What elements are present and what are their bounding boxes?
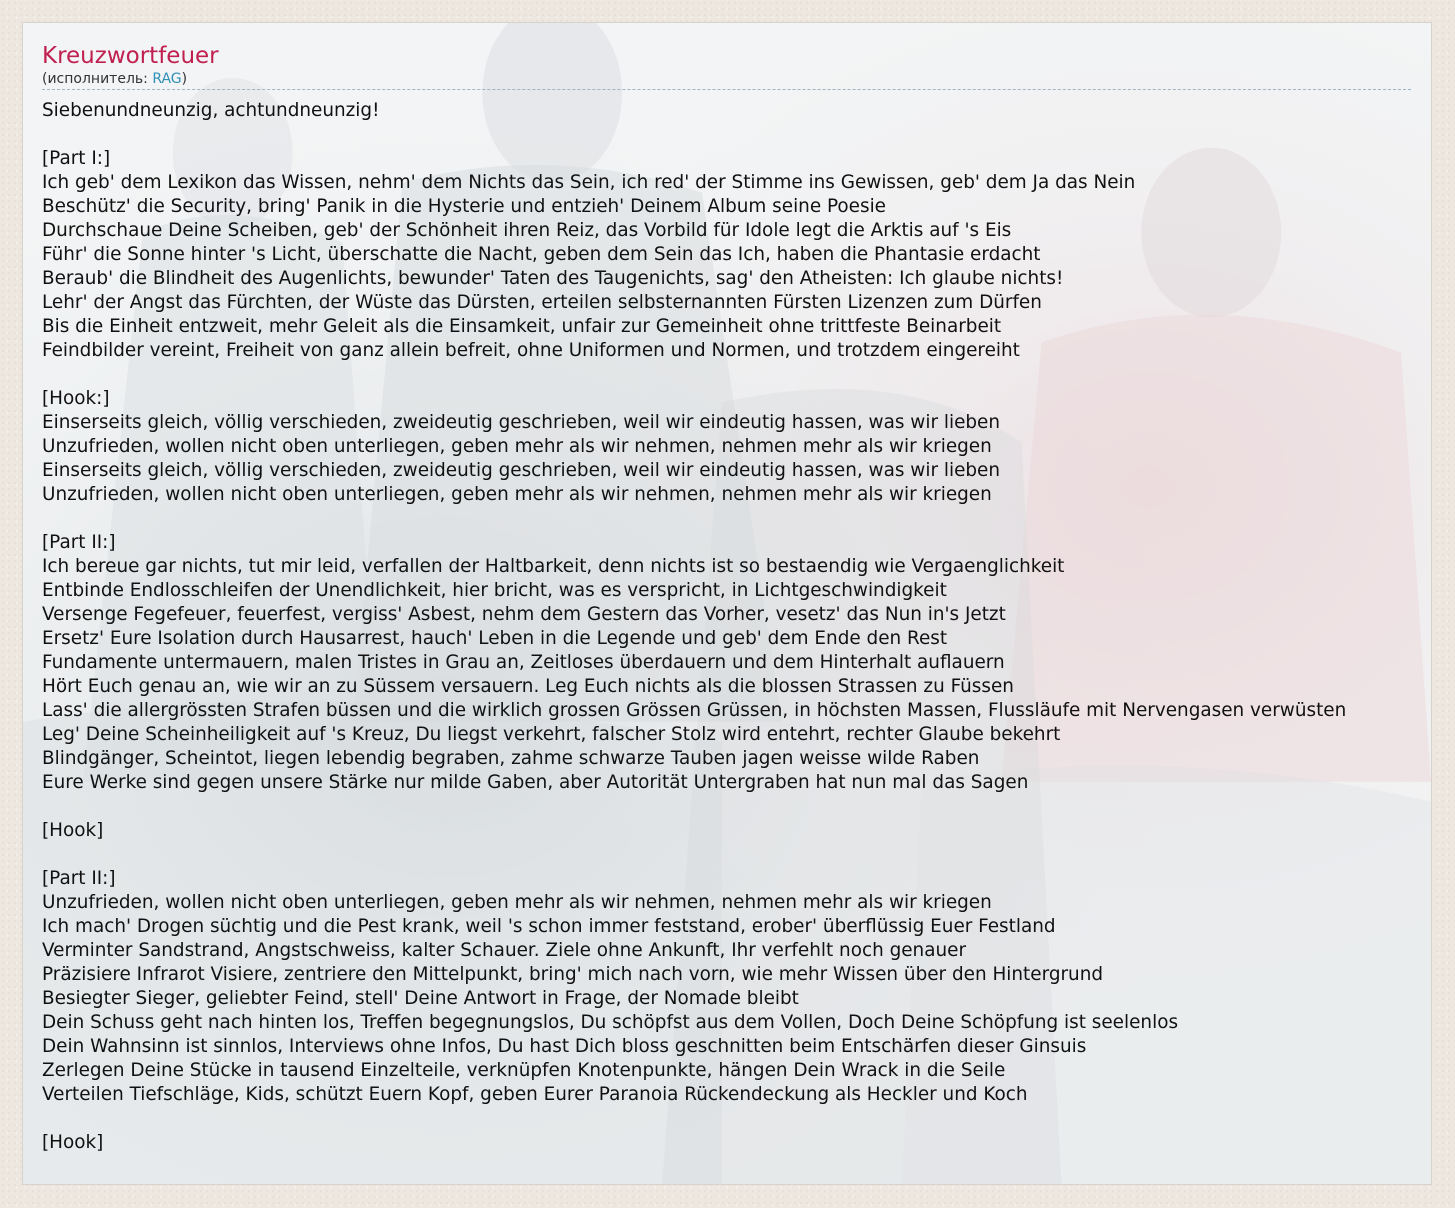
- lyrics-line: Ich geb' dem Lexikon das Wissen, nehm' dem Nichts das Sein, ich red' der Stimme ins Gewissen, geb' dem Ja das Nein: [42, 172, 1136, 193]
- lyrics-line: Dein Schuss geht nach hinten los, Treffen begegnungslos, Du schöpfst aus dem Vollen, Doch Deine Schöpfung ist seelenlos: [42, 1012, 1179, 1033]
- lyrics-line: Ich bereue gar nichts, tut mir leid, verfallen der Haltbarkeit, denn nichts ist so bestaendig wie Vergaenglichkeit: [42, 556, 1065, 577]
- lyrics-line: Unzufrieden, wollen nicht oben unterliegen, geben mehr als wir nehmen, nehmen mehr als wir kriegen: [42, 892, 992, 913]
- lyrics-line: Zerlegen Deine Stücke in tausend Einzelteile, verknüpfen Knotenpunkte, hängen Dein Wrack in die Seile: [42, 1060, 1006, 1081]
- lyrics-line: Beraub' die Blindheit des Augenlichts, bewunder' Taten des Taugenichts, sag' den Atheisten: Ich glaube nichts!: [42, 268, 1064, 289]
- lyrics-line: Lehr' der Angst das Fürchten, der Wüste das Dürsten, erteilen selbsternannten Fürsten Lizenzen zum Dürfen: [42, 292, 1042, 313]
- lyrics-line: Entbinde Endlosschleifen der Unendlichkeit, hier bricht, was es verspricht, in Lichtgeschwindigkeit: [42, 580, 947, 601]
- lyrics-line: Ich mach' Drogen süchtig und die Pest krank, weil 's schon immer feststand, erober' überflüssig Euer Festland: [42, 916, 1056, 937]
- lyrics-line: [Part I:]: [42, 148, 111, 169]
- lyrics-line: Präzisiere Infrarot Visiere, zentriere den Mittelpunkt, bring' mich nach vorn, wie mehr Wissen über den Hintergrund: [42, 964, 1104, 985]
- lyrics-line: Verminter Sandstrand, Angstschweiss, kalter Schauer. Ziele ohne Ankunft, Ihr verfehlt noch genauer: [42, 940, 967, 961]
- lyrics-panel: [22, 22, 1432, 1185]
- lyrics-line: Blindgänger, Scheintot, liegen lebendig begraben, zahme schwarze Tauben jagen weisse wilde Raben: [42, 748, 980, 769]
- lyrics-line: Unzufrieden, wollen nicht oben unterliegen, geben mehr als wir nehmen, nehmen mehr als wir kriegen: [42, 484, 992, 505]
- lyrics-line: [Hook]: [42, 1132, 104, 1153]
- lyrics-line: Durchschaue Deine Scheiben, geb' der Schönheit ihren Reiz, das Vorbild für Idole legt die Arktis auf 's Eis: [42, 220, 1012, 241]
- song-content: [23, 23, 1431, 1155]
- lyrics-line: [42, 507, 1431, 531]
- performer-line: [42, 71, 1431, 87]
- lyrics-line: Lass' die allergrössten Strafen büssen und die wirklich grossen Grössen Grüssen, in höchsten Massen, Flussläufe mit Nervengasen verwüsten: [42, 700, 1347, 721]
- lyrics-line: Fundamente untermauern, malen Tristes in Grau an, Zeitloses überdauern und dem Hinterhalt auflauern: [42, 652, 1005, 673]
- lyrics-line: Feindbilder vereint, Freiheit von ganz allein befreit, ohne Uniformen und Normen, und trotzdem eingereiht: [42, 340, 1020, 361]
- lyrics-line: Bis die Einheit entzweit, mehr Geleit als die Einsamkeit, unfair zur Gemeinheit ohne trittfeste Beinarbeit: [42, 316, 1002, 337]
- lyrics-line: [42, 795, 1431, 819]
- lyrics-line: [42, 123, 1431, 147]
- lyrics-line: [42, 1107, 1431, 1131]
- lyrics-line: [42, 363, 1431, 387]
- lyrics-line: Dein Wahnsinn ist sinnlos, Interviews ohne Infos, Du hast Dich bloss geschnitten beim Entschärfen dieser Ginsuis: [42, 1036, 1087, 1057]
- lyrics-line: Versenge Fegefeuer, feuerfest, vergiss' Asbest, nehm dem Gestern das Vorher, vesetz' das Nun in's Jetzt: [42, 604, 1006, 625]
- performer-suffix: ): [181, 71, 188, 87]
- lyrics-line: Einserseits gleich, völlig verschieden, zweideutig geschrieben, weil wir eindeutig hassen, was wir lieben: [42, 412, 1001, 433]
- lyrics-line: Eure Werke sind gegen unsere Stärke nur milde Gaben, aber Autorität Untergraben hat nun mal das Sagen: [42, 772, 1029, 793]
- song-title: Kreuzwortfeuer: [42, 43, 219, 69]
- lyrics-line: Verteilen Tiefschläge, Kids, schützt Euern Kopf, geben Eurer Paranoia Rückendeckung als Heckler und Koch: [42, 1084, 1028, 1105]
- lyrics-line: Führ' die Sonne hinter 's Licht, überschatte die Nacht, geben dem Sein das Ich, haben die Phantasie erdacht: [42, 244, 1041, 265]
- lyrics-line: Beschütz' die Security, bring' Panik in die Hysterie und entzieh' Deinem Album seine Poesie: [42, 196, 887, 217]
- title-divider: [42, 89, 1411, 90]
- performer-prefix: (исполнитель:: [42, 71, 153, 87]
- lyrics-line: [Hook:]: [42, 388, 110, 409]
- artist-link[interactable]: RAG: [152, 71, 182, 87]
- lyrics-line: Einserseits gleich, völlig verschieden, zweideutig geschrieben, weil wir eindeutig hassen, was wir lieben: [42, 460, 1001, 481]
- lyrics-line: [Part II:]: [42, 868, 116, 889]
- lyrics-line: Siebenundneunzig, achtundneunzig!: [42, 100, 380, 121]
- lyrics-line: Besiegter Sieger, geliebter Feind, stell' Deine Antwort in Frage, der Nomade bleibt: [42, 988, 799, 1009]
- lyrics-line: Unzufrieden, wollen nicht oben unterliegen, geben mehr als wir nehmen, nehmen mehr als wir kriegen: [42, 436, 992, 457]
- lyrics-line: Leg' Deine Scheinheiligkeit auf 's Kreuz, Du liegst verkehrt, falscher Stolz wird entehrt, rechter Glaube bekehrt: [42, 724, 1061, 745]
- lyrics-text: [42, 99, 1431, 1155]
- lyrics-line: [42, 843, 1431, 867]
- lyrics-line: [Part II:]: [42, 532, 116, 553]
- lyrics-line: [Hook]: [42, 820, 104, 841]
- lyrics-line: Hört Euch genau an, wie wir an zu Süssem versauern. Leg Euch nichts als die blossen Strassen zu Füssen: [42, 676, 1014, 697]
- lyrics-line: Ersetz' Eure Isolation durch Hausarrest, hauch' Leben in die Legende und geb' dem Ende den Rest: [42, 628, 948, 649]
